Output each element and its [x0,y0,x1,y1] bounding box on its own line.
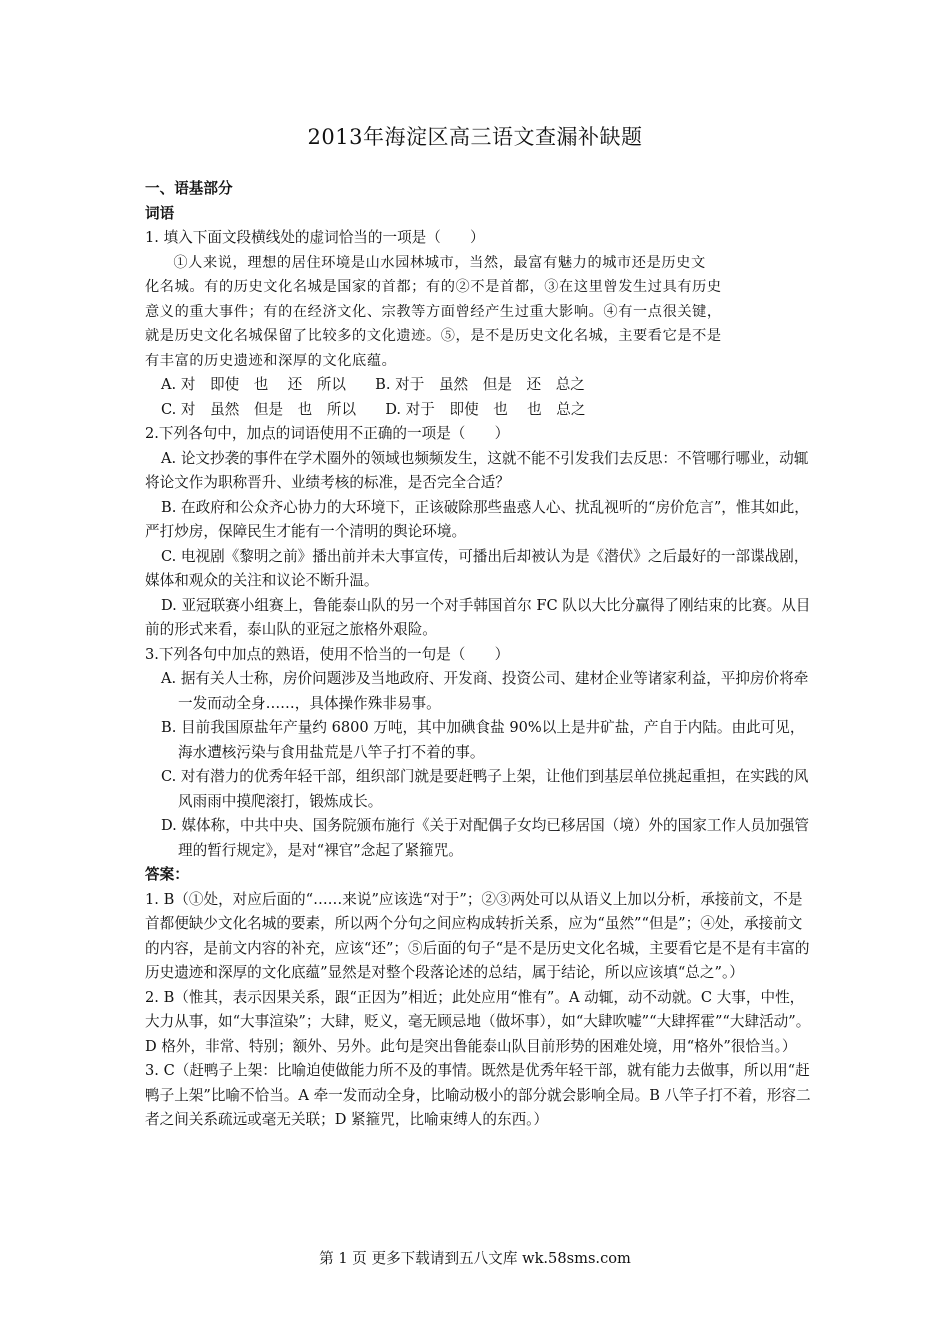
question-3-option-b: B. 目前我国原盐年产量约 6800 万吨，其中加碘食盐 90%以上是井矿盐，产自于内陆。由此可见，海水遭核污染与食用盐荒是八竿子打不着的事。 [161,719,805,761]
document-body [145,177,813,1133]
passage-line: 就是历史文化名城保留了比较多的文化遗迹。⑤，是不是历史文化名城，主要看它是不是 [145,328,722,344]
answer-1: 1. B（①处，对应后面的“……来说”应该选“对于”；②③两处可以从语义上加以分析，承接前文，不是首都便缺少文化名城的要素，所以两个分句之间应构成转折关系，应为“虽然”“但是”；④处，承接前文的内容，是前文内容的补充，应该“还”；⑤后面的句子“是不是历史文化名城，主要看它是不是有丰富的历史遗迹和深厚的文化底蕴”显然是对整个段落论述的总结，属于结论，所以应该填“总之”。） [145,890,810,981]
answer-2: 2. B（惟其，表示因果关系，跟“正因为”相近；此处应用“惟有”。A 动辄，动不动就。C 大事，中性，大力从事，如“大事渲染”；大肆，贬义，毫无顾忌地（做坏事），如“大肆吹嘘”“大肆挥霍”“大肆活动”。D 格外，非常、特别；额外、另外。此句是突出鲁能泰山队目前形势的困难处境，用“格外”很恰当。） [145,988,811,1055]
page-footer: 第 1 页 更多下载请到五八文库 wk.58sms.com [319,1250,631,1267]
question-2-stem: 2.下列各句中，加点的词语使用不正确的一项是（ ） [145,425,510,442]
question-2-option-c: C. 电视剧《黎明之前》播出前并未大事宣传，可播出后却被认为是《潜伏》之后最好的一部谍战剧，媒体和观众的关注和议论不断升温。 [145,547,809,589]
question-3-option-d: D. 媒体称，中共中央、国务院颁布施行《关于对配偶子女均已移居国（境）外的国家工作人员加强管理的暂行规定》，是对“裸官”念起了紧箍咒。 [161,817,809,859]
question-2-option-a: A. 论文抄袭的事件在学术圈外的领域也频频发生，这就不能不引发我们去反思：不管哪行哪业，动辄将论文作为职称晋升、业绩考核的标准，是否完全合适？ [145,449,809,491]
question-1-options-cd: C. 对 虽然 但是 也 所以 D. 对于 即使 也 也 总之 [161,400,586,418]
answers-heading: 答案： [145,866,189,883]
page-title: 2013年海淀区高三语文查漏补缺题 [307,125,643,149]
question-3-option-a: A. 据有关人士称，房价问题涉及当地政府、开发商、投资公司、建材企业等诸家利益，平抑房价将牵一发而动全身……，具体操作殊非易事。 [161,670,809,712]
question-3-stem: 3.下列各句中加点的熟语，使用不恰当的一句是（ ） [145,645,510,663]
question-2-option-d: D. 亚冠联赛小组赛上，鲁能泰山队的另一个对手韩国首尔 FC 队以大比分赢得了刚结束的比赛。从目前的形式来看，泰山队的亚冠之旅格外艰险。 [145,596,811,638]
question-1-options-ab: A. 对 即使 也 还 所以 B. 对于 虽然 但是 还 总之 [161,376,585,393]
section-heading: 一、语基部分 [145,180,233,197]
passage-line: 意义的重大事件；有的在经济文化、宗教等方面曾经产生过重大影响。④有一点很关键， [145,303,722,320]
passage-line: 有丰富的历史遗迹和深厚的文化底蕴。 [145,352,397,369]
question-3-option-c: C. 对有潜力的优秀年轻干部，组织部门就是要赶鸭子上架，让他们到基层单位挑起重担，在实践的风风雨雨中摸爬滚打，锻炼成长。 [161,768,809,810]
question-2-option-b: B. 在政府和公众齐心协力的大环境下，正该破除那些蛊惑人心、扰乱视听的“房价危言”，惟其如此，严打炒房，保障民生才能有一个清明的舆论环境。 [145,498,809,540]
question-1-stem: 1. 填入下面文段横线处的虚词恰当的一项是（ ） [145,229,485,246]
passage-line: 化名城。有的历史文化名城是国家的首都；有的②不是首都，③在这里曾发生过具有历史 [145,279,722,295]
passage-line: ①人来说，理想的居住环境是山水园林城市，当然，最富有魅力的城市还是历史文 [173,254,706,271]
subsection-heading: 词语 [145,204,175,222]
answer-3: 3. C（赶鸭子上架：比喻迫使做能力所不及的事情。既然是优秀年轻干部，就有能力去做事，所以用“赶鸭子上架”比喻不恰当。A 牵一发而动全身，比喻动极小的部分就会影响全局。B 八竿子打不着，形容二者之间关系疏远或毫无关联；D 紧箍咒，比喻束缚人的东西。） [145,1062,811,1128]
question-1-passage [145,251,813,374]
